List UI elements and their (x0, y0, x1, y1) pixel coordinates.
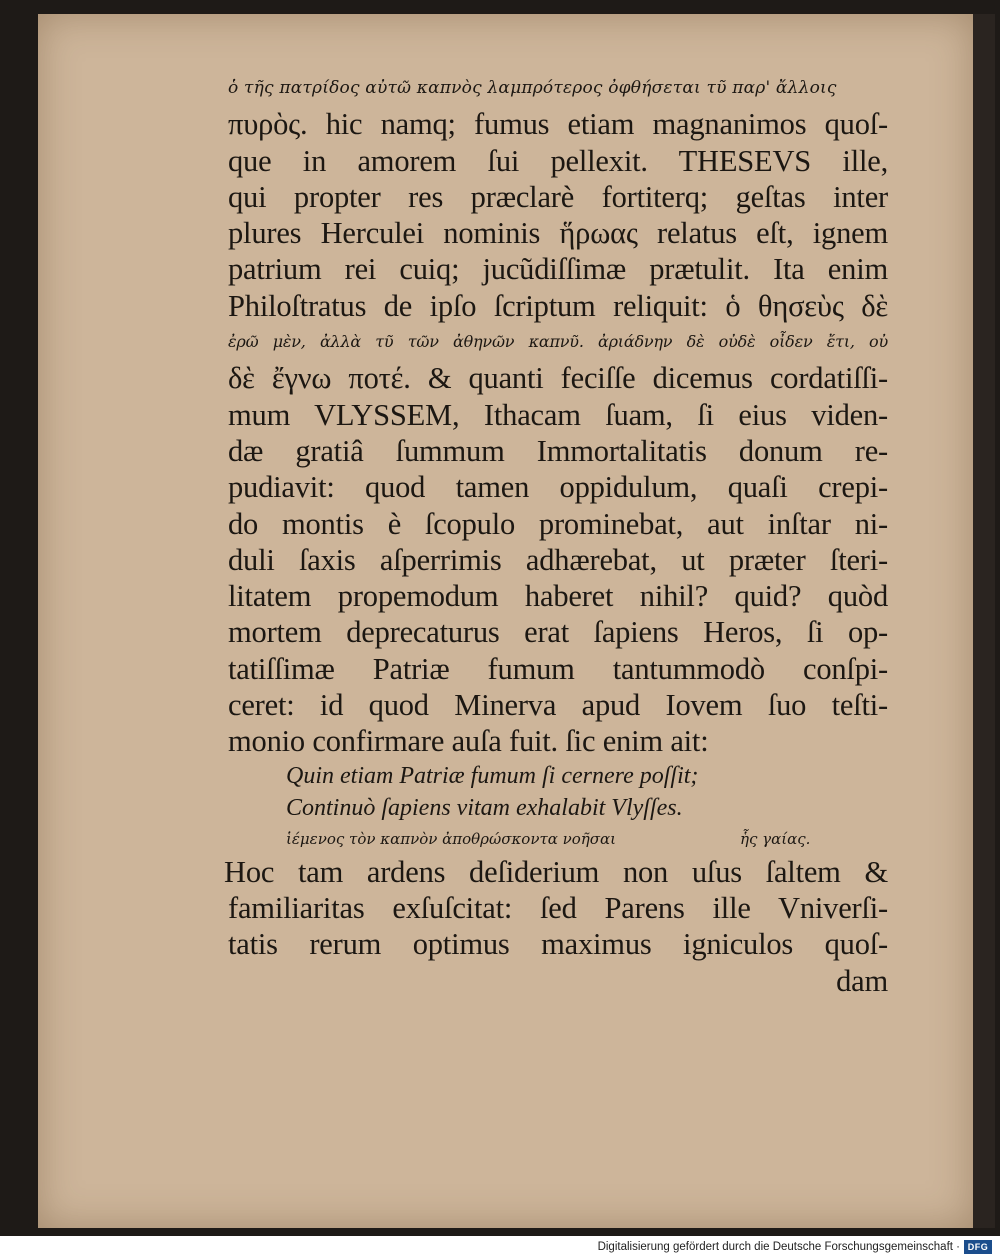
text-line: mortem deprecaturus erat ſapiens Heros, ſi op- (228, 615, 888, 650)
text-line: δὲ ἔγνω ποτέ. & quanti feciſſe dicemus cordatiſſi- (228, 361, 888, 396)
text-line-greek: ὁ τῆς πατρίδος αὐτῶ καπνὸς λαμπρότερος ὀφθήσεται τῦ παρ' ἄλλοις (228, 78, 837, 98)
greek-verse-line (228, 824, 888, 854)
greek-verse-end: ἧς γαίας. (740, 829, 811, 848)
text-line: Hoc tam ardens deſiderium non uſus ſaltem & (224, 854, 888, 889)
funding-notice: Digitalisierung gefördert durch die Deutsche Forschungsgemeinschaft · (597, 1241, 960, 1253)
text-line: tatiſſimæ Patriæ fumum tantummodò conſpi- (228, 651, 888, 686)
text-line: patrium rei cuiq; jucũdiſſimæ prætulit. Ita enim (228, 252, 888, 287)
text-line: do montis è ſcopulo prominebat, aut inſtar ni- (228, 506, 888, 541)
text-line: mum VLYSSEM, Ithacam ſuam, ſi eius viden- (228, 397, 888, 432)
text-line: monio confirmare auſa fuit. ſic enim ait: (228, 724, 709, 759)
text-line: litatem propemodum haberet nihil? quid? quòd (228, 579, 888, 614)
text-line: dæ gratiâ ſummum Immortalitatis donum re- (228, 433, 888, 468)
text-line: tatis rerum optimus maximus igniculos quoſ- (228, 927, 888, 962)
page-edge (973, 14, 995, 1228)
text-line: duli ſaxis aſperrimis adhærebat, ut præter ſteri- (228, 542, 888, 577)
catchword: dam (836, 963, 888, 998)
text-line: qui propter res præclarè fortiterq; geſtas inter (228, 179, 888, 214)
text-line: familiaritas exſuſcitat: ſed Parens ille Vniverſi- (228, 890, 888, 925)
dfg-logo-icon: DFG (964, 1240, 992, 1254)
page-text (224, 70, 888, 999)
text-line: πυρὸς. hic namq; fumus etiam magnanimos quoſ- (228, 107, 888, 142)
verse-line: Quin etiam Patriæ fumum ſi cernere poſſit; (286, 762, 699, 789)
greek-verse-start: ἱέμενος τὸν καπνὸν ἀποθρώσκοντα νοῆσαι (286, 829, 617, 848)
text-line: plures Herculei nominis ἥρωας relatus eſt, ignem (228, 216, 888, 251)
text-line: que in amorem ſui pellexit. THESEVS ille, (228, 143, 888, 178)
text-line: ceret: id quod Minerva apud Iovem ſuo teſti- (228, 688, 888, 723)
text-line-greek: ἐρῶ μὲν, ἀλλὰ τῦ τῶν ἀθηνῶν καπνῦ. ἀριάδνην δὲ οὐδὲ οἶδεν ἔτι, οὐ (228, 332, 888, 352)
verse-line: Continuò ſapiens vitam exhalabit Vlyſſes. (286, 794, 683, 821)
text-line: pudiavit: quod tamen oppidulum, quaſi crepi- (228, 470, 888, 505)
text-line: Philoſtratus de ipſo ſcriptum reliquit: ὁ θησεὺς δὲ (228, 288, 888, 323)
